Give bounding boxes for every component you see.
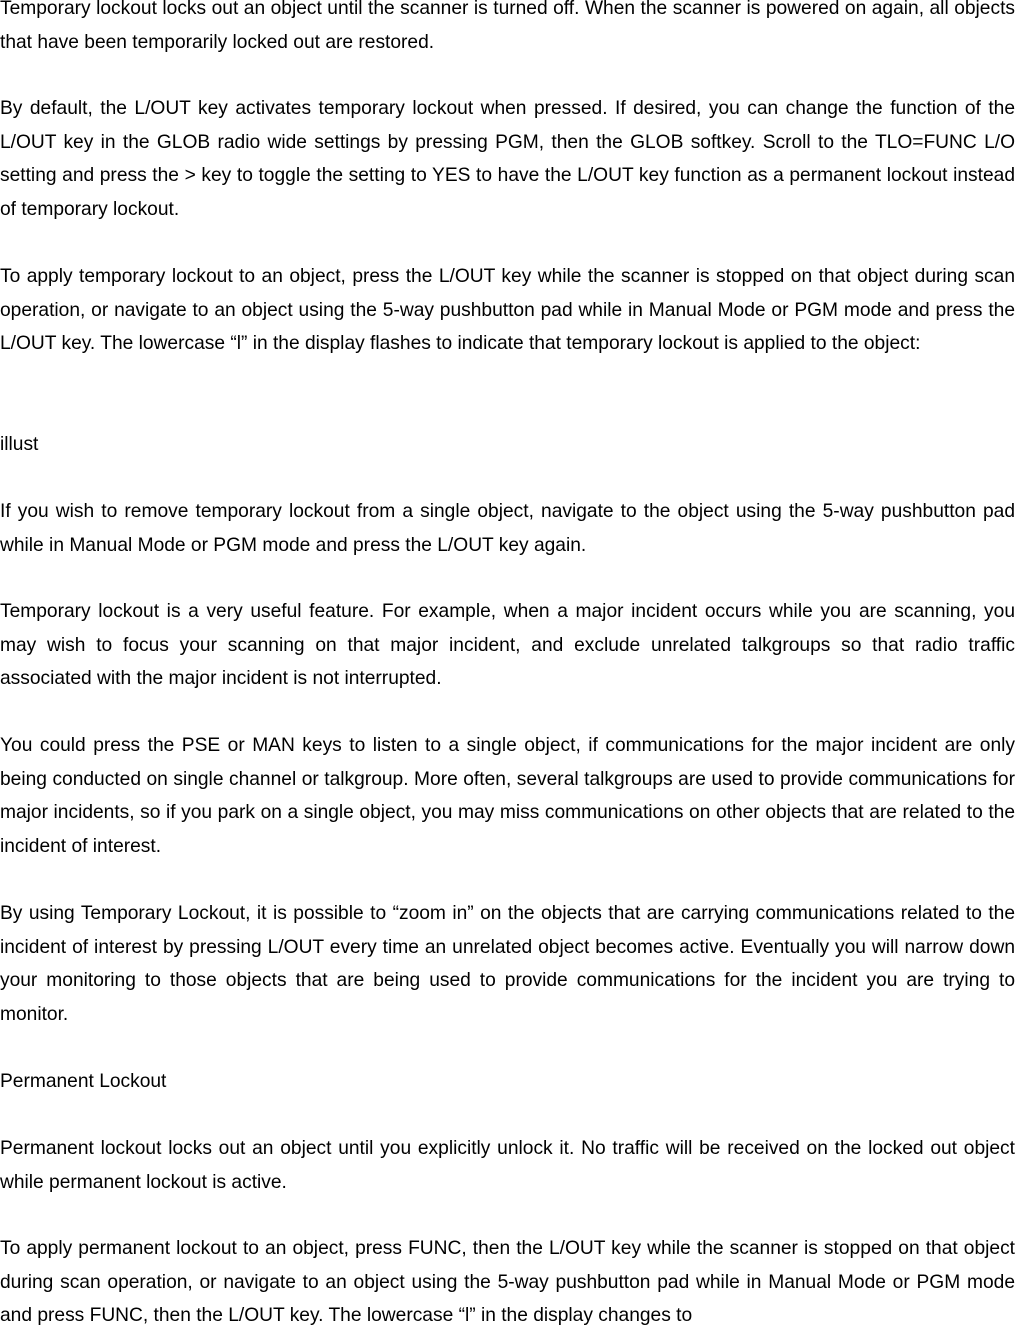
section-heading-permanent-lockout: Permanent Lockout <box>0 1071 167 1092</box>
paragraph-pse-man-keys: You could press the PSE or MAN keys to listen to a single object, if communications for the major incident are only being conducted on single channel or talkgroup. More often, several talkgroups are used to provide communications for major incidents, so if you park on a single object, you may miss communications on other objects that are related to the incident of interest. <box>0 735 1015 857</box>
paragraph-temporary-lockout-intro: Temporary lockout locks out an object until the scanner is turned off. When the scanner is powered on again, all objects that have been temporarily locked out are restored. <box>0 0 1015 53</box>
paragraph-zoom-in: By using Temporary Lockout, it is possible to “zoom in” on the objects that are carrying communications related to the incident of interest by pressing L/OUT every time an unrelated object becomes active. Eventually you will narrow down your monitoring to those objects that are being used to provide communications for the incident you are trying to monitor. <box>0 903 1015 1025</box>
paragraph-useful-feature: Temporary lockout is a very useful feature. For example, when a major incident occurs while you are scanning, you may wish to focus your scanning on that major incident, and exclude unrelated talkgroups so that radio traffic associated with the major incident is not interrupted. <box>0 601 1015 689</box>
paragraph-remove-temporary-lockout: If you wish to remove temporary lockout from a single object, navigate to the object using the 5-way pushbutton pad while in Manual Mode or PGM mode and press the L/OUT key again. <box>0 501 1015 556</box>
paragraph-apply-temporary-lockout: To apply temporary lockout to an object, press the L/OUT key while the scanner is stopped on that object during scan operation, or navigate to an object using the 5-way pushbutton pad while in Manual Mode or PGM mode and press the L/OUT key. The lowercase “l” in the display flashes to indicate that temporary lockout is applied to the object: <box>0 266 1015 354</box>
paragraph-apply-permanent-lockout: To apply permanent lockout to an object, press FUNC, then the L/OUT key while the scanner is stopped on that object during scan operation, or navigate to an object using the 5-way pushbutton pad while in Manual Mode or PGM mode and press FUNC, then the L/OUT key. The lowercase “l” in the display changes to <box>0 1238 1015 1326</box>
paragraph-permanent-lockout-intro: Permanent lockout locks out an object until you explicitly unlock it. No traffic will be received on the locked out object while permanent lockout is active. <box>0 1138 1015 1193</box>
paragraph-lout-default-behavior: By default, the L/OUT key activates temporary lockout when pressed. If desired, you can change the function of the L/OUT key in the GLOB radio wide settings by pressing PGM, then the GLOB softkey. Scroll to the TLO=FUNC L/O setting and press the > key to toggle the setting to YES to have the L/OUT key function as a permanent lockout instead of temporary lockout. <box>0 98 1015 220</box>
illustration-placeholder: illust <box>0 434 39 455</box>
